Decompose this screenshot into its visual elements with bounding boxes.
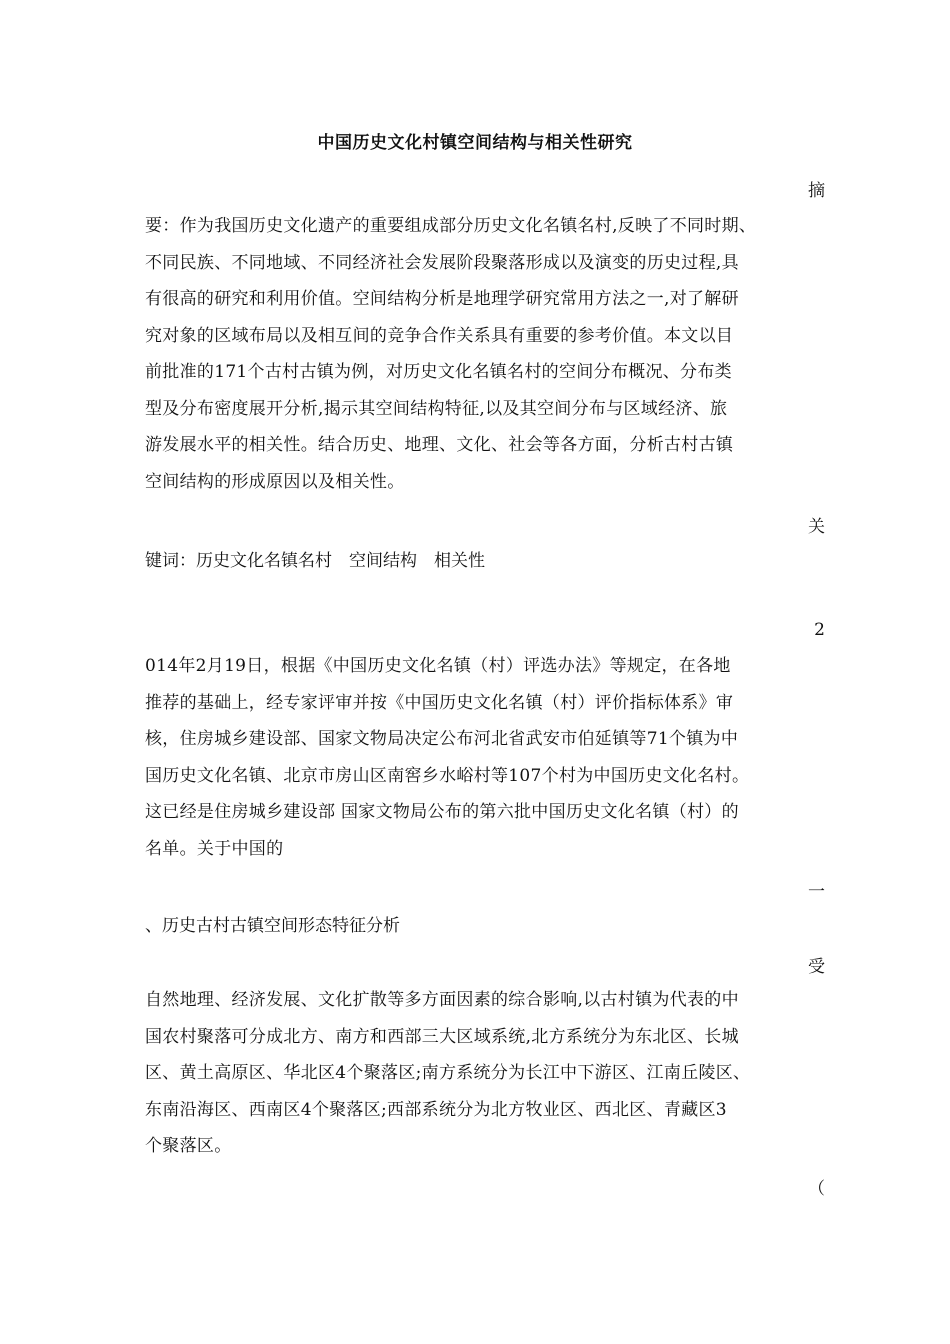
keywords-line: 键词：历史文化名镇名村 空间结构 相关性	[145, 551, 485, 571]
intro-paragraph	[145, 648, 835, 867]
abstract-line: 空间结构的形成原因以及相关性。	[145, 471, 405, 492]
abstract-line: 要：作为我国历史文化遗产的重要组成部分历史文化名镇名村,反映了不同时期、	[145, 216, 757, 236]
section1-line: 国农村聚落可分成北方、南方和西部三大区域系统,北方系统分为东北区、长城	[145, 1026, 739, 1047]
intro-line: 推荐的基础上，经专家评审并按《中国历史文化名镇（村）评价指标体系》审	[145, 692, 734, 713]
section1-line: 东南沿海区、西南区4个聚落区;西部系统分为北方牧业区、西北区、青藏区3	[145, 1099, 727, 1120]
abstract-line: 型及分布密度展开分析,揭示其空间结构特征,以及其空间分布与区域经济、旅	[145, 398, 728, 419]
section1-heading: 、历史古村古镇空间形态特征分析	[145, 916, 400, 936]
intro-line: 国历史文化名镇、北京市房山区南窖乡水峪村等107个村为中国历史文化名村。	[145, 765, 750, 786]
document-title: 中国历史文化村镇空间结构与相关性研究	[317, 133, 633, 153]
abstract-line: 不同民族、不同地域、不同经济社会发展阶段聚落形成以及演变的历史过程,具	[145, 252, 739, 273]
abstract-line: 有很高的研究和利用价值。空间结构分析是地理学研究常用方法之一,对了解研	[145, 289, 739, 309]
section1-body-marker: 受	[808, 957, 825, 977]
abstract-paragraph	[145, 208, 835, 500]
section1-paragraph	[145, 982, 835, 1165]
intro-marker: 2	[814, 620, 825, 640]
intro-line: 014年2月19日，根据《中国历史文化名镇（村）评选办法》等规定，在各地	[145, 656, 731, 676]
section1-line: 个聚落区。	[145, 1136, 232, 1156]
section1-line: 自然地理、经济发展、文化扩散等多方面因素的综合影响,以古村镇为代表的中	[145, 990, 739, 1010]
abstract-line: 游发展水平的相关性。结合历史、地理、文化、社会等各方面，分析古村古镇	[145, 435, 734, 455]
intro-line: 名单。关于中国的	[145, 838, 284, 859]
trailing-marker: （	[808, 1179, 825, 1199]
section1-line: 区、黄土高原区、华北区4个聚落区;南方系统分为长江中下游区、江南丘陵区、	[145, 1063, 751, 1083]
intro-line: 核，住房城乡建设部、国家文物局决定公布河北省武安市伯延镇等71个镇为中	[145, 729, 739, 749]
abstract-line: 前批准的171个古村古镇为例，对历史文化名镇名村的空间分布概况、分布类	[145, 362, 732, 382]
keywords-marker: 关	[808, 517, 825, 537]
intro-line: 这已经是住房城乡建设部 国家文物局公布的第六批中国历史文化名镇（村）的	[145, 802, 739, 822]
abstract-line: 究对象的区域布局以及相互间的竞争合作关系具有重要的参考价值。本文以目	[145, 325, 734, 346]
abstract-marker: 摘	[808, 181, 825, 201]
section1-marker: 一	[808, 882, 825, 902]
